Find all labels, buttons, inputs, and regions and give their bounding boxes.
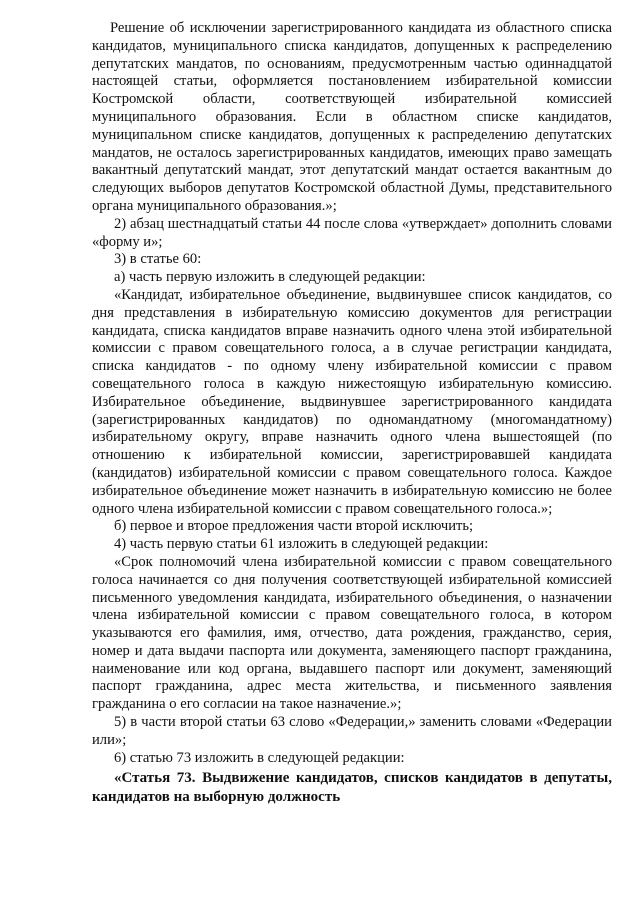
- document-body: [92, 20, 612, 807]
- paragraph-3: 3) в статье 60:: [114, 251, 202, 268]
- paragraph-10: 6) статью 73 изложить в следующей редакции:: [114, 749, 405, 766]
- paragraph-2: 2) абзац шестнадцатый статьи 44 после слова «утверждает» дополнить словами «форму и»;: [92, 215, 612, 250]
- paragraph-8: «Срок полномочий члена избирательной комиссии с правом совещательного голоса начинается со дня получения соответствующей избирательной комиссией письменного уведомления кандидата, избирательного объединения, о назначении члена избирательной комиссии с правом совещательного голоса, в котором указываются его фамилия, имя, отчество, дата рождения, гражданство, серия, номер и дата выдачи паспорта или документа, заменяющего паспорт гражданина, наименование или код органа, выдавшего паспорт или документ, заменяющий паспорт гражданина, адрес места жительства, и письменного заявления гражданина о его согласии на такое назначение.»;: [92, 553, 612, 713]
- article-heading: «Статья 73. Выдвижение кандидатов, списков кандидатов в депутаты, кандидатов на выборную должность: [92, 770, 612, 806]
- paragraph-5: «Кандидат, избирательное объединение, выдвинувшее список кандидатов, со дня представления в избирательную комиссию документов для регистрации кандидата, списка кандидатов вправе назначить одного члена этой избирательной комиссии с правом совещательного голоса, а в случае регистрации кандидата, списка кандидатов - по одному члену избирательной комиссии с правом совещательного голоса в каждую нижестоящую избирательную комиссию. Избирательное объединение, выдвинувшее зарегистрированного кандидата (зарегистрированных кандидатов) по одномандатному (многомандатному) избирательному округу, вправе назначить одного члена вышестоящей (по отношению к избирательной комиссии, зарегистрировавшей кандидата (кандидатов) избирательной комиссии с правом совещательного голоса. Каждое избирательное объединение может назначить в избирательную комиссию не более одного члена избирательной комиссии с правом совещательного голоса.»;: [92, 286, 612, 517]
- paragraph-6: б) первое и второе предложения части второй исключить;: [114, 518, 474, 535]
- paragraph-4: а) часть первую изложить в следующей редакции:: [114, 269, 426, 286]
- paragraph-7: 4) часть первую статьи 61 изложить в следующей редакции:: [114, 536, 489, 553]
- paragraph-1: Решение об исключении зарегистрированного кандидата из областного списка кандидатов, муниципального списка кандидатов, допущенных к распределению депутатских мандатов, по основаниям, предусмотренным частью одиннадцатой настоящей статьи, оформляется постановлением избирательной комиссии Костромской области, соответствующей избирательной комиссией муниципального образования. Если в областном списке кандидатов, муниципальном списке кандидатов, допущенных к распределению депутатских мандатов, не осталось зарегистрированных кандидатов, имеющих право замещать вакантный депутатский мандат, этот депутатский мандат остается вакантным до следующих выборов депутатов Костромской областной Думы, представительного органа муниципального образования.»;: [92, 20, 612, 214]
- paragraph-9: 5) в части второй статьи 63 слово «Федерации,» заменить словами «Федерации или»;: [92, 714, 612, 748]
